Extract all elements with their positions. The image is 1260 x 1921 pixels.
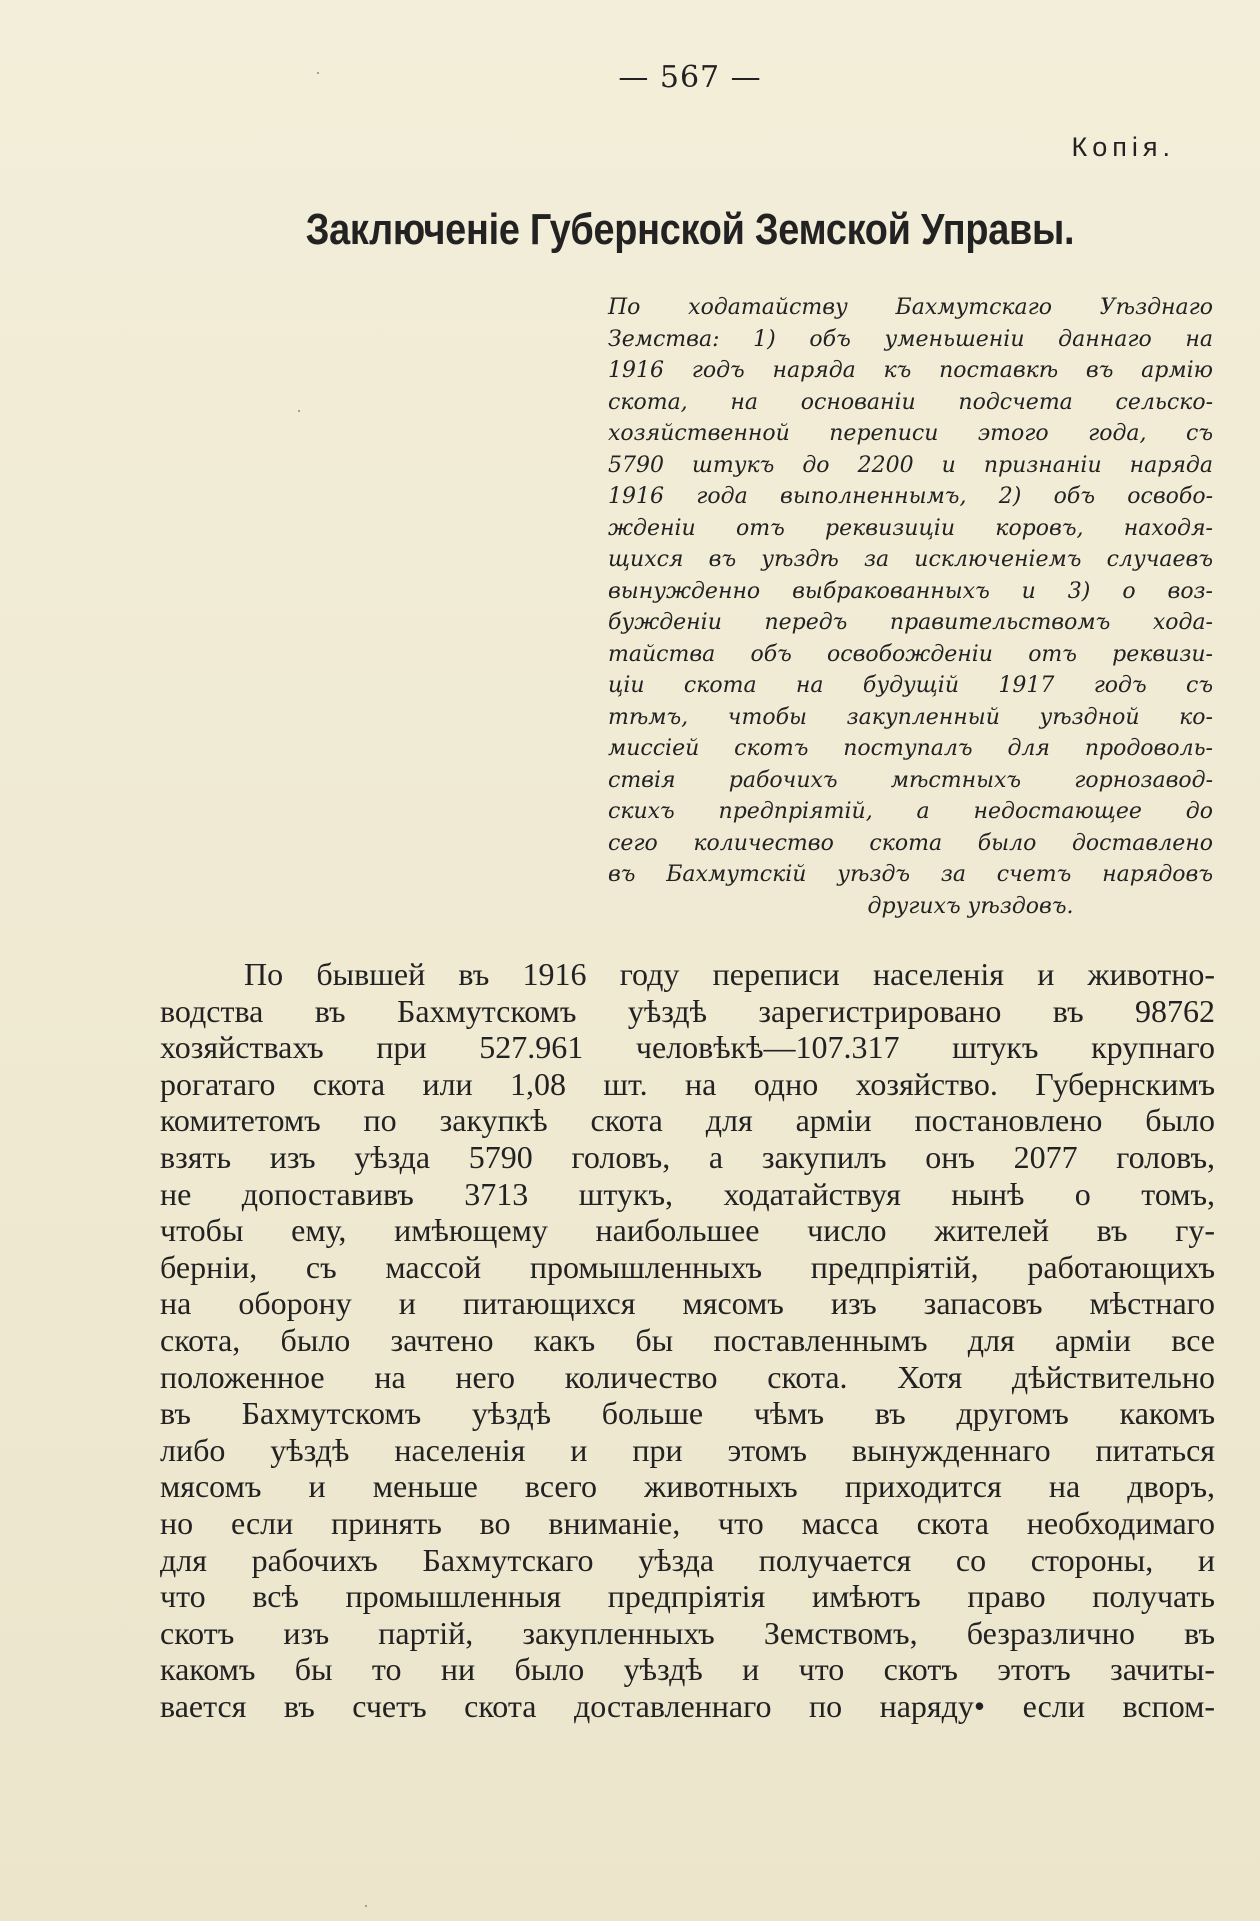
body-line: либо уѣздѣ населенія и при этомъ вынужденнаго питаться <box>160 1431 1215 1468</box>
abstract-line: ствія рабочихъ мѣстныхъ горнозавод- <box>608 767 1213 793</box>
abstract-line: тайства объ освобожденіи отъ реквизи- <box>608 641 1213 667</box>
abstract-line: жденіи отъ реквизиціи коровъ, находя- <box>608 515 1213 541</box>
paper-speck <box>365 1905 367 1907</box>
body-line: взять изъ уѣзда 5790 головъ, а закупилъ онъ 2077 головъ, <box>160 1138 1215 1175</box>
body-line: хозяйствахъ при 527.961 человѣкѣ—107.317 штукъ крупнаго <box>160 1029 1215 1066</box>
abstract-line: скихъ предпріятій, а недостающее до <box>608 799 1213 824</box>
document-title: Заключеніе Губернской Земской Управы. <box>305 205 1075 254</box>
abstract-line: ціи скота на будущій 1917 годъ съ <box>608 673 1213 698</box>
paper-speck <box>317 72 319 74</box>
abstract-line: сего количество скота было доставлено <box>608 830 1213 856</box>
body-line: скота, было зачтено какъ бы поставленнымъ для арміи все <box>160 1321 1215 1358</box>
body-line: вается въ счетъ скота доставленнаго по наряду• если вспом- <box>160 1687 1215 1724</box>
abstract-line: хозяйственной переписи этого года, съ <box>608 421 1213 446</box>
body-line: въ Бахмутскомъ уѣздѣ больше чѣмъ въ другомъ какомъ <box>160 1395 1215 1432</box>
body-line: скотъ изъ партій, закупленныхъ Земствомъ, безразлично въ <box>160 1614 1215 1651</box>
abstract-line: скота, на основаніи подсчета сельско- <box>608 389 1213 415</box>
abstract-line: 5790 штукъ до 2200 и признаніи наряда <box>608 452 1213 478</box>
body-line: чтобы ему, имѣющему наибольшее число жителей въ гу- <box>160 1212 1215 1249</box>
body-line: рогатаго скота или 1,08 шт. на одно хозяйство. Губернскимъ <box>160 1065 1215 1102</box>
copy-label: Копія. <box>1071 132 1175 162</box>
paper-speck <box>298 410 300 412</box>
abstract-line: миссіей скотъ поступалъ для продоволь- <box>608 736 1213 761</box>
abstract-line: тѣмъ, чтобы закупленный уѣздной ко- <box>608 704 1213 730</box>
body-line: По бывшей въ 1916 году переписи населенія и животно- <box>244 956 1215 992</box>
abstract-line: щихся въ уѣздѣ за исключеніемъ случаевъ <box>608 547 1213 572</box>
body-line: но если принять во вниманіе, что масса скота необходимаго <box>160 1504 1215 1541</box>
abstract-block <box>608 292 1213 922</box>
body-line: не допоставивъ 3713 штукъ, ходатайствуя нынѣ о томъ, <box>160 1175 1215 1212</box>
abstract-line: Земства: 1) объ уменьшеніи даннаго на <box>608 326 1213 352</box>
abstract-line: бужденіи передъ правительствомъ хода- <box>608 610 1213 635</box>
body-paragraph <box>160 956 1215 1724</box>
body-line: какомъ бы то ни было уѣздѣ и что скотъ этотъ зачиты- <box>160 1651 1215 1688</box>
body-line: водства въ Бахмутскомъ уѣздѣ зарегистрировано въ 98762 <box>160 992 1215 1029</box>
body-line: положенное на него количество скота. Хотя дѣйствительно <box>160 1358 1215 1395</box>
abstract-line: 1916 годъ наряда къ поставкѣ въ армію <box>608 358 1213 383</box>
body-line: для рабочихъ Бахмутскаго уѣзда получается со стороны, и <box>160 1541 1215 1578</box>
body-line: комитетомъ по закупкѣ скота для арміи постановлено было <box>160 1102 1215 1139</box>
body-line: что всѣ промышленныя предпріятія имѣютъ право получать <box>160 1578 1215 1615</box>
abstract-line: въ Бахмутскій уѣздъ за счетъ нарядовъ <box>608 862 1213 887</box>
abstract-line: вынужденно выбракованныхъ и 3) о воз- <box>608 578 1213 604</box>
body-line: на оборону и питающихся мясомъ изъ запасовъ мѣстнаго <box>160 1285 1215 1322</box>
abstract-line: 1916 года выполненнымъ, 2) объ освобо- <box>608 484 1213 509</box>
body-line: мясомъ и меньше всего животныхъ приходится на дворъ, <box>160 1468 1215 1505</box>
abstract-line: По ходатайству Бахмутскаго Уѣзднаго <box>608 295 1213 320</box>
abstract-line: другихъ уѣздовъ. <box>867 893 1074 919</box>
body-line: берніи, съ массой промышленныхъ предпріятій, работающихъ <box>160 1248 1215 1285</box>
page-number: — 567 — <box>618 60 762 95</box>
